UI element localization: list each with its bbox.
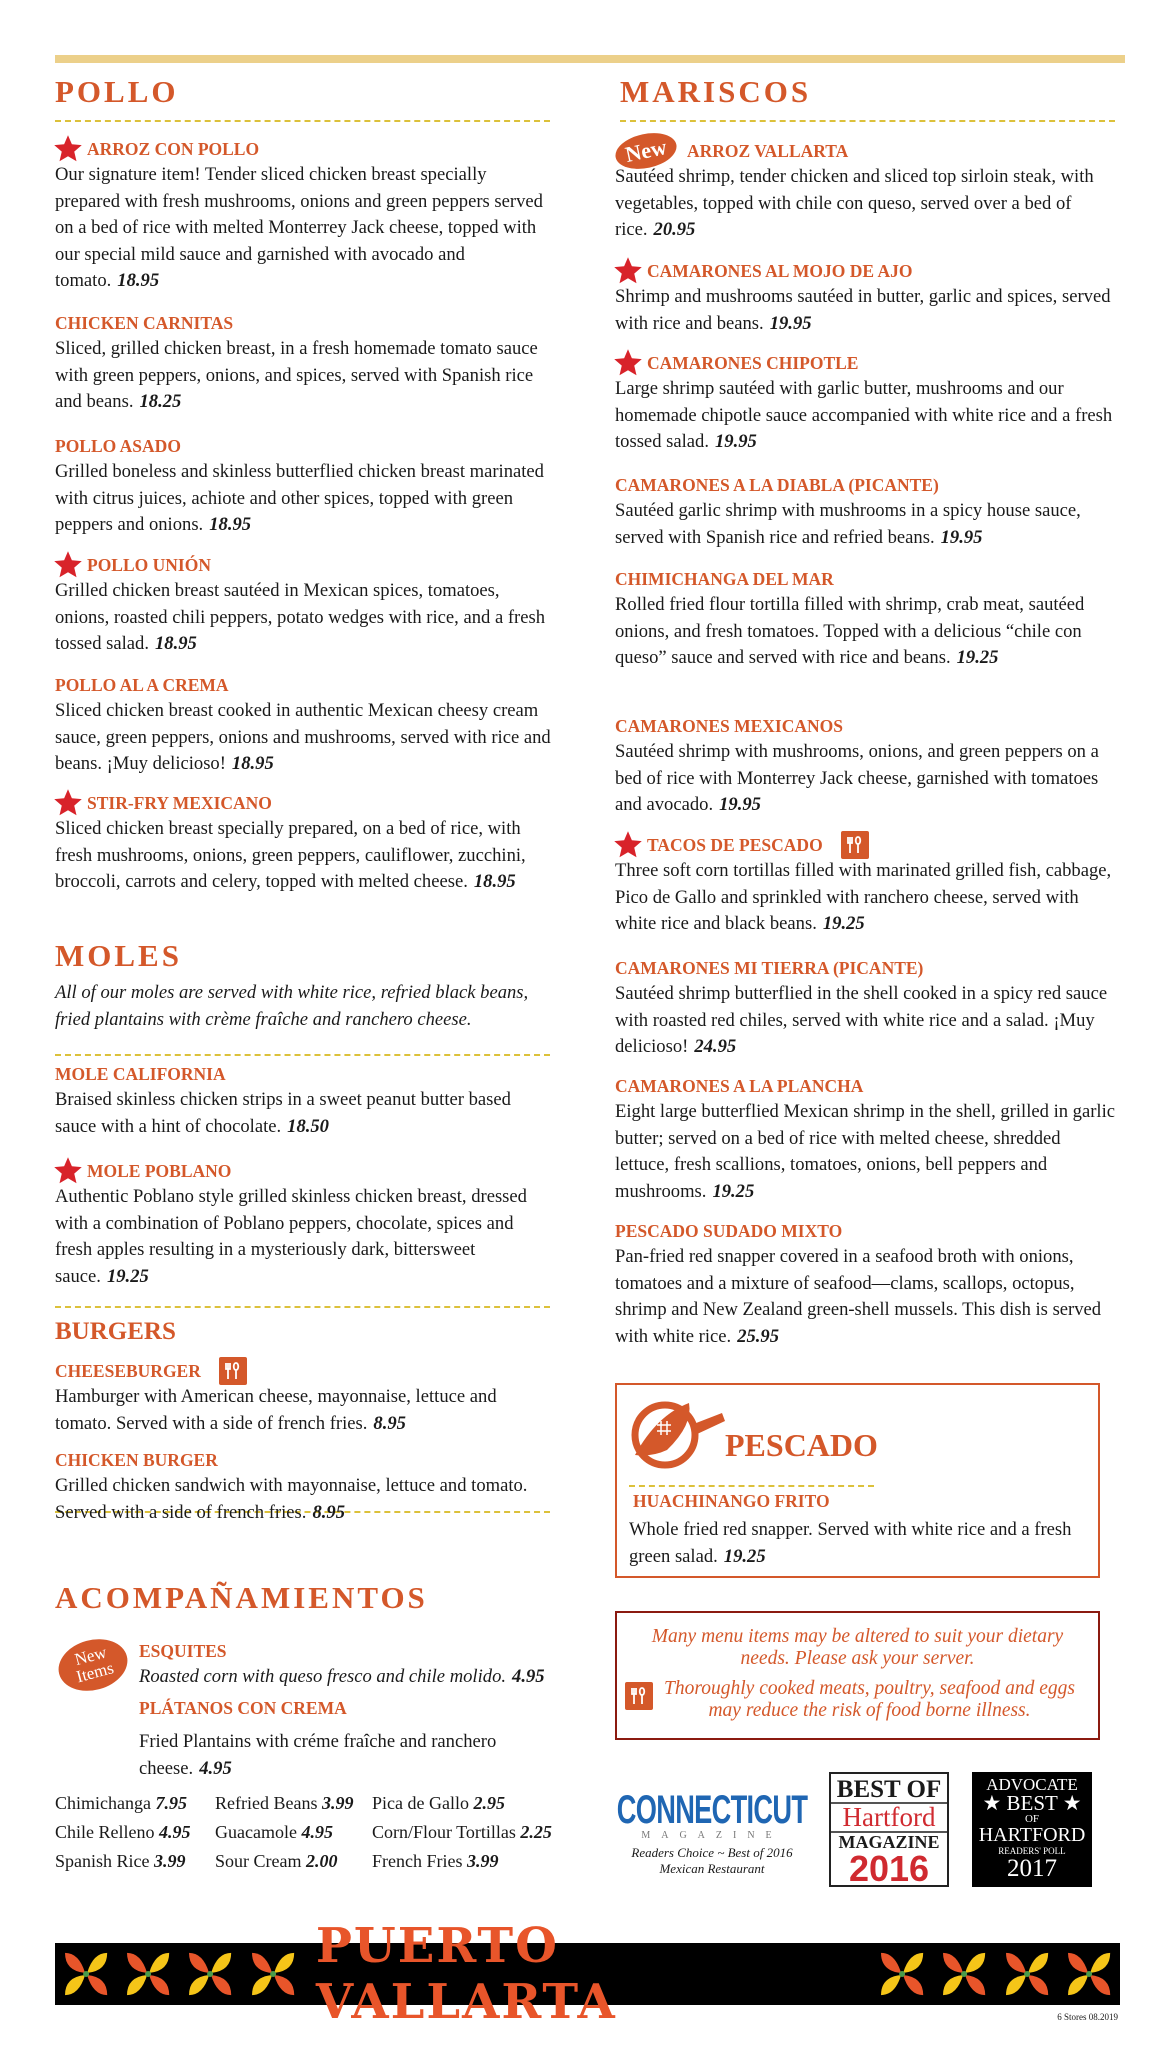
- pescado-box: [615, 1383, 1100, 1578]
- side-name: Pica de Gallo: [372, 1793, 469, 1813]
- item-title: POLLO AL A CREMA: [55, 674, 229, 695]
- menu-item: [55, 672, 555, 778]
- fork-knife-icon: [841, 831, 869, 859]
- notice-line-1: Many menu items may be altered to suit your dietary needs. Please ask your server.: [651, 1626, 1064, 1669]
- ornament-icon: [877, 1948, 927, 2000]
- item-title: CHEESEBURGER: [55, 1360, 201, 1381]
- item-description: Roasted corn with queso fresco and chile molido.: [139, 1666, 507, 1687]
- section-title-acompanamientos: ACOMPAÑAMIENTOS: [55, 1580, 428, 1615]
- menu-item: [615, 258, 1115, 337]
- new-items-badge: New Items: [53, 1632, 134, 1698]
- item-description: Grilled boneless and skinless butterflied chicken breast marinated with citrus juices, achiote and other spices, topped with green peppers and onions.: [55, 461, 544, 536]
- sides-list: [55, 1790, 612, 1874]
- menu-item: [615, 832, 1115, 938]
- menu-item: [55, 790, 555, 896]
- fish-pan-icon: [627, 1395, 727, 1475]
- ornament-icon: [61, 1948, 111, 2000]
- item-price: 18.95: [209, 514, 252, 536]
- item-description: Braised skinless chicken strips in a sweet peanut butter based sauce with a hint of chocolate.: [55, 1089, 511, 1137]
- item-description: Sliced chicken breast specially prepared, on a bed of rice, with fresh mushrooms, onions, green peppers, cauliflower, zucchini, broccoli, carrots and celery, topped with melted cheese.: [55, 818, 526, 893]
- item-description: Authentic Poblano style grilled skinless chicken breast, dressed with a combination of Poblano peppers, chocolate, spices and fresh apples resulting in a mysteriously dark, bittersweet sauce.: [55, 1186, 527, 1287]
- item-description: Sautéed garlic shrimp with mushrooms in a spicy house sauce, served with Spanish rice and refried beans.: [615, 500, 1081, 548]
- side-name: Refried Beans: [215, 1793, 318, 1813]
- item-price: 19.25: [723, 1545, 766, 1567]
- star-icon: [53, 550, 83, 580]
- item-description: Eight large butterflied Mexican shrimp in the shell, grilled in garlic butter; served on a bed of rice with melted cheese, shredded lettuce, fresh scallions, tomatoes, onions, bell peppers and mushrooms.: [615, 1101, 1116, 1202]
- menu-item: [55, 136, 555, 295]
- item-price: 20.95: [653, 219, 696, 241]
- side-name: Spanish Rice: [55, 1851, 150, 1871]
- ornament-icon: [1064, 1948, 1114, 2000]
- ct-logo-sub: MAGAZINE: [641, 1830, 783, 1841]
- item-price: 19.95: [719, 794, 761, 816]
- new-badge: New: [612, 128, 680, 174]
- item-title: CAMARONES AL MOJO DE AJO: [647, 260, 913, 281]
- side-item: [55, 1790, 215, 1816]
- menu-item: [55, 1158, 555, 1290]
- restaurant-name: PUERTO VALLARTA: [315, 1918, 617, 2030]
- menu-item: [139, 1638, 579, 1691]
- menu-item: [55, 1358, 555, 1437]
- menu-item: [615, 1073, 1115, 1205]
- ornament-icon: [939, 1948, 989, 2000]
- advocate-badge: [972, 1772, 1092, 1887]
- dietary-notice: [615, 1611, 1100, 1740]
- item-description: Sliced, grilled chicken breast, in a fresh homemade tomato sauce with green peppers, onions, and spices, served with Spanish rice and beans.: [55, 338, 538, 413]
- description-text: Whole fried red snapper. Served with white rice and a fresh green salad.: [629, 1519, 1072, 1567]
- item-title: PLÁTANOS CON CREMA: [139, 1697, 347, 1718]
- menu-item: [55, 1447, 555, 1526]
- item-price: 8.95: [373, 1412, 406, 1434]
- item-title: ARROZ CON POLLO: [87, 138, 260, 159]
- fork-knife-icon: [625, 1682, 653, 1710]
- item-description: Sautéed shrimp butterflied in the shell cooked in a spicy red sauce with roasted red chiles, served with white rice and a salad. ¡Muy delicioso!: [615, 983, 1108, 1058]
- item-title: CAMARONES A LA DIABLA (PICANTE): [615, 474, 939, 495]
- item-title: MOLE POBLANO: [87, 1160, 232, 1181]
- item-description: Our signature item! Tender sliced chicken breast specially prepared with fresh mushrooms, onions and green peppers served on a bed of rice with melted Monterrey Jack cheese, topped with our special mild sauce and garnished with avocado and tomato.: [55, 164, 543, 292]
- side-item: [55, 1819, 215, 1845]
- star-icon: [53, 134, 83, 164]
- side-item: [372, 1790, 612, 1816]
- side-item: [372, 1848, 612, 1874]
- side-item: [215, 1848, 372, 1874]
- item-title: CHICKEN BURGER: [55, 1449, 218, 1470]
- badge-line: READERS' POLL: [998, 1846, 1066, 1856]
- item-title: ARROZ VALLARTA: [687, 140, 849, 161]
- item-price: 19.25: [712, 1180, 755, 1202]
- side-price: 3.99: [321, 1793, 354, 1813]
- best-of-hartford-badge: [829, 1772, 949, 1887]
- item-price: 4.95: [512, 1666, 545, 1687]
- menu-item: [615, 713, 1115, 819]
- badge-line: OF: [1024, 1813, 1040, 1825]
- side-item: [372, 1819, 612, 1845]
- item-price: 18.25: [139, 391, 182, 413]
- badge-line: HARTFORD: [978, 1824, 1086, 1846]
- item-description: Sautéed shrimp, tender chicken and sliced top sirloin steak, with vegetables, topped with chile con queso, served over a bed of rice.: [615, 166, 1094, 241]
- side-price: 4.95: [301, 1822, 333, 1842]
- section-title-moles: MOLES: [55, 938, 182, 973]
- item-description: Pan-fried red snapper covered in a seafood broth with onions, tomatoes and a mixture of seafood—clams, scallops, octopus, shrimp and New Zealand green-shell mussels. This dish is served with white rice.: [615, 1246, 1102, 1347]
- item-price: 24.95: [694, 1036, 737, 1058]
- side-price: 2.00: [305, 1851, 338, 1871]
- item-price: 19.95: [715, 431, 757, 453]
- menu-item: [615, 133, 1115, 244]
- item-title: CAMARONES CHIPOTLE: [647, 352, 859, 373]
- item-title: TACOS DE PESCADO: [647, 834, 823, 855]
- item-title: CHICKEN CARNITAS: [55, 312, 234, 333]
- menu-item: [55, 552, 555, 658]
- menu-item: [615, 1218, 1115, 1350]
- side-name: Chimichanga: [55, 1793, 151, 1813]
- pescado-title: PESCADO: [725, 1427, 878, 1463]
- side-name: Chile Relleno: [55, 1822, 155, 1842]
- side-item: [55, 1848, 215, 1874]
- item-description: Rolled fried flour tortilla filled with shrimp, crab meat, sautéed onions, and fresh tomatoes. Topped with a delicious “chile con queso” sauce and served with rice and beans.: [615, 594, 1085, 669]
- item-title: POLLO ASADO: [55, 435, 181, 456]
- item-title: CAMARONES A LA PLANCHA: [615, 1075, 864, 1096]
- item-title: POLLO UNIÓN: [87, 554, 211, 575]
- side-price: 4.95: [158, 1822, 191, 1842]
- star-icon: [613, 830, 643, 860]
- menu-item: [615, 566, 1115, 672]
- section-title-pollo: POLLO: [55, 74, 179, 109]
- menu-item: [55, 433, 555, 539]
- menu-item: [615, 350, 1115, 456]
- menu-item: [615, 955, 1115, 1061]
- divider: [55, 1054, 550, 1056]
- item-description: Large shrimp sautéed with garlic butter, mushrooms and our homemade chipotle sauce accompanied with white rice and a fresh tossed salad.: [615, 378, 1113, 453]
- side-item: [215, 1790, 372, 1816]
- badge-line: MAGAZINE: [838, 1832, 940, 1852]
- star-icon: [613, 348, 643, 378]
- star-icon: [53, 788, 83, 818]
- section-title-burgers: BURGERS: [55, 1318, 176, 1345]
- item-description: Hamburger with American cheese, mayonnaise, lettuce and tomato. Served with a side of french fries.: [55, 1386, 497, 1434]
- star-icon: [53, 1156, 83, 1186]
- side-name: French Fries: [372, 1851, 463, 1871]
- badge-line: BEST OF: [836, 1776, 942, 1803]
- ct-caption-2: Mexican Restaurant: [659, 1861, 765, 1876]
- footer-note: 6 Stores 08.2019: [1057, 2012, 1118, 2022]
- fork-knife-icon: [219, 1357, 247, 1385]
- item-price: 18.50: [287, 1115, 329, 1137]
- badge-line: 2017: [1007, 1855, 1057, 1882]
- moles-intro: All of our moles are served with white rice, refried black beans, fried plantains with crème fraîche and ranchero cheese.: [55, 982, 529, 1030]
- item-title: ESQUITES: [139, 1640, 227, 1661]
- item-price: 19.95: [940, 526, 983, 548]
- item-title: CAMARONES MI TIERRA (PICANTE): [615, 957, 924, 978]
- item-description: Shrimp and mushrooms sautéed in butter, garlic and spices, served with rice and beans.: [615, 286, 1111, 334]
- item-description: Fried Plantains with créme fraîche and ranchero cheese.: [139, 1731, 497, 1779]
- item-price: 18.95: [473, 871, 516, 893]
- side-name: Corn/Flour Tortillas: [372, 1822, 516, 1842]
- item-title: HUACHINANGO FRITO: [633, 1491, 830, 1511]
- item-title: STIR-FRY MEXICANO: [87, 792, 272, 813]
- badge-line: ★ BEST ★: [982, 1791, 1082, 1815]
- item-title: PESCADO SUDADO MIXTO: [615, 1220, 843, 1241]
- item-title: CAMARONES MEXICANOS: [615, 715, 843, 736]
- ornament-icon: [248, 1948, 298, 2000]
- badge-line: ADVOCATE: [986, 1775, 1078, 1794]
- side-name: Sour Cream: [215, 1851, 302, 1871]
- ct-logo-text: CONNECTICUT: [616, 1788, 808, 1832]
- item-price: 4.95: [199, 1757, 232, 1779]
- menu-item: [55, 310, 555, 416]
- menu-item: [615, 472, 1115, 551]
- side-price: 7.95: [155, 1793, 187, 1813]
- ornament-icon: [1002, 1948, 1052, 2000]
- item-price: 25.95: [737, 1325, 780, 1347]
- notice-line-2: Thoroughly cooked meats, poultry, seafood and eggs may reduce the risk of food borne illness.: [664, 1678, 1075, 1721]
- side-price: 3.99: [466, 1851, 499, 1871]
- item-price: 8.95: [312, 1501, 345, 1523]
- side-name: Guacamole: [215, 1822, 297, 1842]
- item-description: [629, 1517, 1079, 1570]
- divider: [629, 1485, 874, 1487]
- side-price: 3.99: [154, 1851, 186, 1871]
- star-icon: [613, 256, 643, 286]
- item-price: 19.95: [769, 312, 812, 334]
- badge-line: Hartford: [831, 1802, 947, 1833]
- item-price: 18.95: [231, 753, 274, 775]
- item-price: 19.25: [106, 1265, 149, 1287]
- top-rule: [55, 55, 1125, 63]
- item-price: 19.25: [822, 913, 865, 935]
- divider: [55, 1306, 550, 1308]
- side-price: 2.25: [520, 1822, 552, 1842]
- item-description: Sautéed shrimp with mushrooms, onions, and green peppers on a bed of rice with Monterrey Jack cheese, garnished with tomatoes and avocado.: [615, 741, 1099, 816]
- side-price: 2.95: [473, 1793, 505, 1813]
- menu-item: [139, 1695, 579, 1782]
- ornament-icon: [185, 1948, 235, 2000]
- section-title-mariscos: MARISCOS: [620, 74, 812, 109]
- item-description: Three soft corn tortillas filled with marinated grilled fish, cabbage, Pico de Gallo and sprinkled with ranchero cheese, served with white rice and black beans.: [615, 860, 1112, 935]
- ornament-icon: [123, 1948, 173, 2000]
- ct-caption: Readers Choice ~ Best of 2016: [631, 1845, 793, 1860]
- divider: [55, 120, 550, 122]
- item-price: 19.25: [956, 647, 999, 669]
- item-price: 18.95: [117, 270, 160, 292]
- item-description: Sliced chicken breast cooked in authentic Mexican cheesy cream sauce, green peppers, onions and mushrooms, served with rice and beans. ¡Muy delicioso!: [55, 700, 551, 775]
- item-title: MOLE CALIFORNIA: [55, 1063, 226, 1084]
- item-title: CHIMICHANGA DEL MAR: [615, 568, 834, 589]
- menu-item: [55, 1061, 555, 1140]
- item-price: 18.95: [155, 633, 197, 655]
- divider: [620, 120, 1115, 122]
- badge-line: 2016: [848, 1848, 930, 1889]
- item-description: Grilled chicken breast sautéed in Mexican spices, tomatoes, onions, roasted chili peppers, potato wedges with rice, and a fresh tossed salad.: [55, 580, 546, 655]
- item-description: Grilled chicken sandwich with mayonnaise, lettuce and tomato. Served with a side of french fries.: [55, 1475, 528, 1523]
- ct-magazine-award: [612, 1790, 812, 1877]
- side-item: [215, 1819, 372, 1845]
